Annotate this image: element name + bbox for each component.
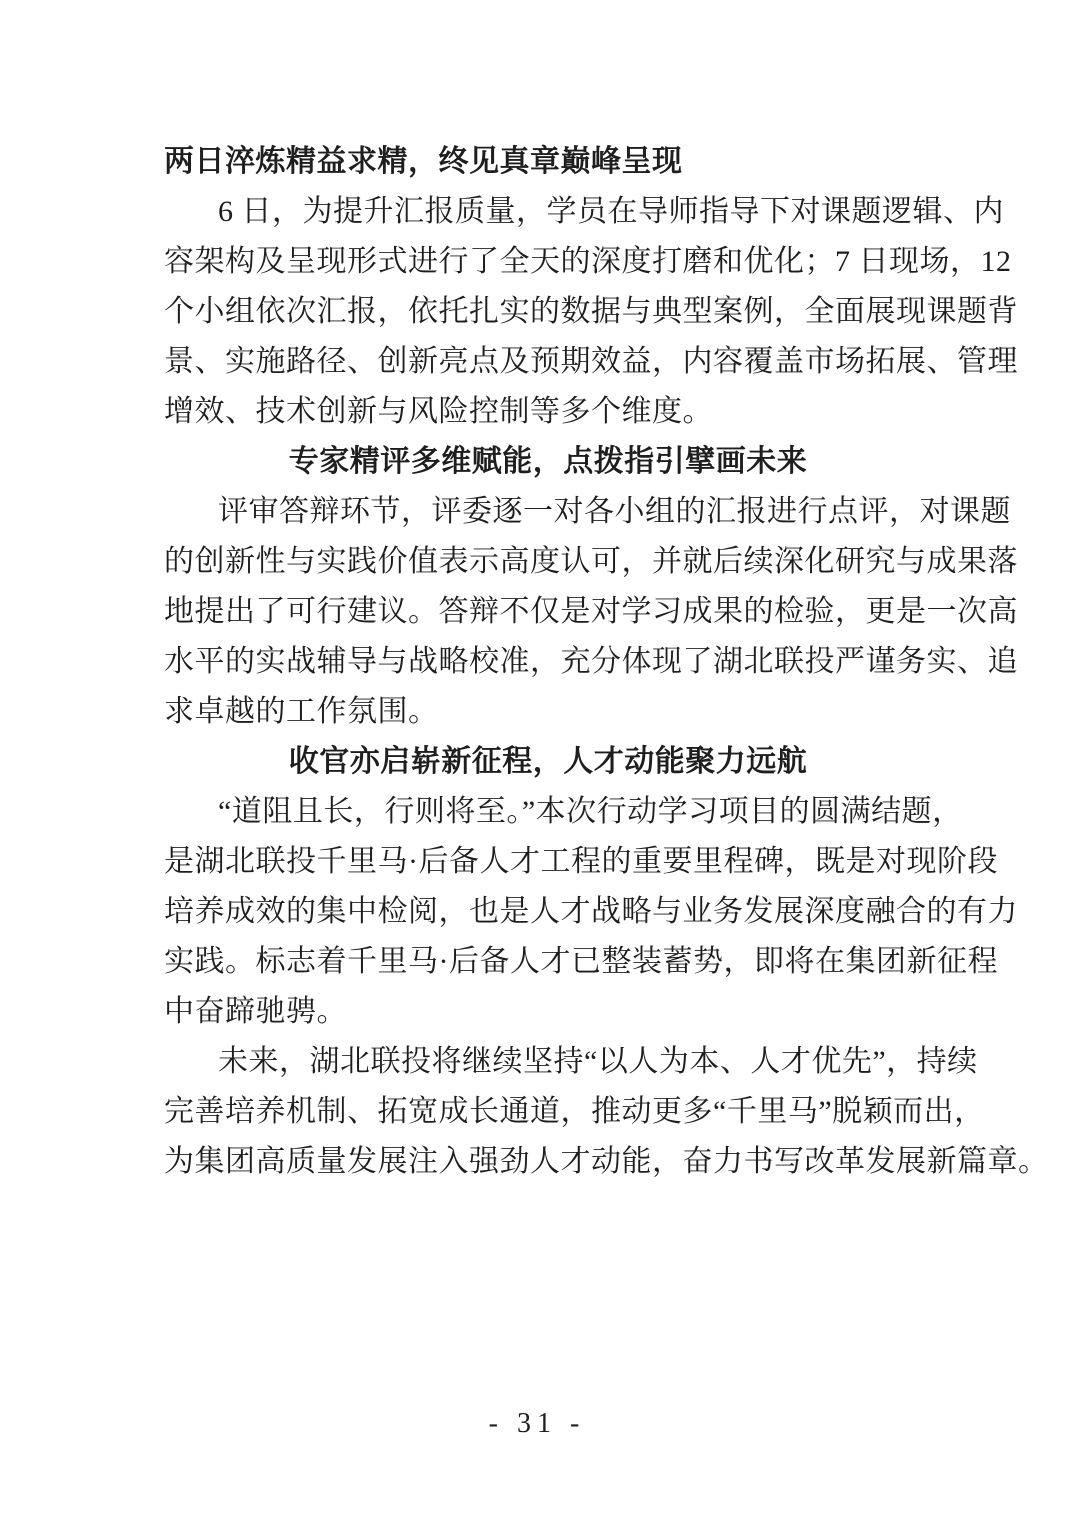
section-heading: 专家精评多维赋能，点拨指引擘画未来 xyxy=(288,445,808,478)
section-heading: 收官亦启崭新征程，人才动能聚力远航 xyxy=(288,745,808,778)
text-line: 景、实施路径、创新亮点及预期效益，内容覆盖市场拓展、管理 xyxy=(164,345,1018,378)
text-line: 6 日，为提升汇报质量，学员在导师指导下对课题逻辑、内 xyxy=(218,195,1004,228)
text-line: 是湖北联投千里马·后备人才工程的重要里程碑，既是对现阶段 xyxy=(164,845,998,878)
text-line: 个小组依次汇报，依托扎实的数据与典型案例，全面展现课题背 xyxy=(164,295,1018,328)
paragraph xyxy=(164,187,1018,437)
section-heading: 两日淬炼精益求精，终见真章巅峰呈现 xyxy=(164,145,683,178)
document-body xyxy=(164,137,1049,1187)
text-line: 培养成效的集中检阅，也是人才战略与业务发展深度融合的有力 xyxy=(164,895,1018,928)
text-line: 评审答辩环节，评委逐一对各小组的汇报进行点评，对课题 xyxy=(218,495,1011,528)
text-line: 求卓越的工作氛围。 xyxy=(164,695,439,728)
text-line: 未来，湖北联投将继续坚持“以人为本、人才优先”，持续 xyxy=(218,1045,978,1078)
paragraph xyxy=(164,1037,1049,1187)
text-line: 的创新性与实践价值表示高度认可，并就后续深化研究与成果落 xyxy=(164,545,1018,578)
text-line: 中奋蹄驰骋。 xyxy=(164,995,347,1028)
text-line: “道阻且长，行则将至。”本次行动学习项目的圆满结题， xyxy=(218,795,963,828)
text-line: 容架构及呈现形式进行了全天的深度打磨和优化；7 日现场，12 xyxy=(164,245,1012,278)
text-line: 完善培养机制、拓宽成长通道，推动更多“千里马”脱颖而出， xyxy=(164,1095,985,1128)
paragraph xyxy=(164,787,1018,1037)
text-line: 增效、技术创新与风险控制等多个维度。 xyxy=(164,395,713,428)
text-line: 实践。标志着千里马·后备人才已整装蓄势，即将在集团新征程 xyxy=(164,945,998,978)
text-line: 为集团高质量发展注入强劲人才动能，奋力书写改革发展新篇章。 xyxy=(164,1145,1049,1178)
paragraph xyxy=(164,487,1018,737)
page-number: - 31 - xyxy=(488,1408,586,1439)
text-line: 水平的实战辅导与战略校准，充分体现了湖北联投严谨务实、追 xyxy=(164,645,1018,678)
text-line: 地提出了可行建议。答辩不仅是对学习成果的检验，更是一次高 xyxy=(164,595,1018,628)
